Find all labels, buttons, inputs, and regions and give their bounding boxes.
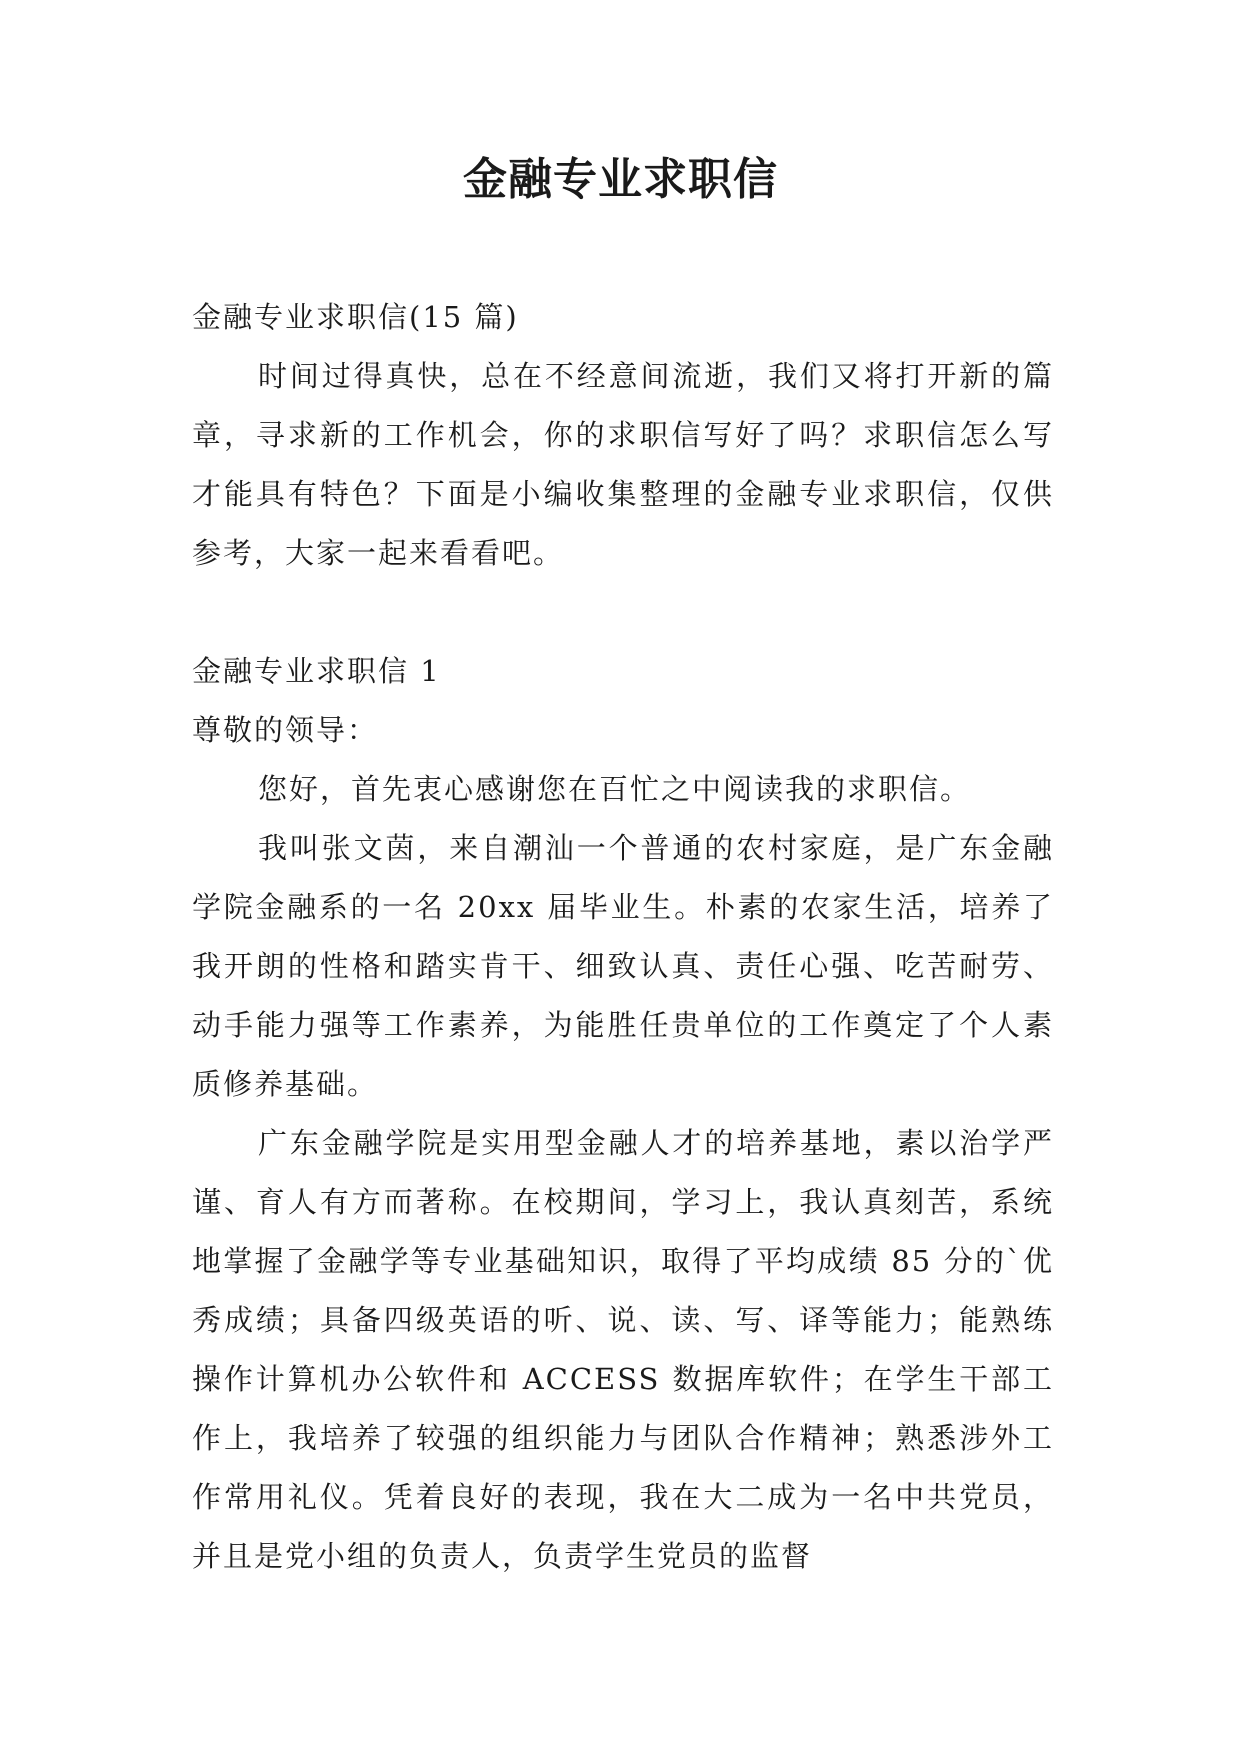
document-subtitle: 金融专业求职信(15 篇) — [192, 300, 519, 334]
letter-paragraph: 您好，首先衷心感谢您在百忙之中阅读我的求职信。 — [258, 772, 972, 806]
section-spacer — [192, 583, 1054, 642]
document-body — [192, 288, 1054, 1586]
letter-paragraph: 广东金融学院是实用型金融人才的培养基地，素以治学严谨、育人有方而著称。在校期间，学习上，我认真刻苦，系统地掌握了金融学等专业基础知识，取得了平均成绩 85 分的`优秀成绩；具备四级英语的听、说、读、写、译等能力；能熟练操作计算机办公软件和 ACCESS 数据库软件；在学生干部工作上，我培养了较强的组织能力与团队合作精神；熟悉涉外工作常用礼仪。凭着良好的表现，我在大二成为一名中共党员，并且是党小组的负责人，负责学生党员的监督 — [192, 1126, 1054, 1573]
document-title: 金融专业求职信 — [463, 154, 778, 205]
intro-paragraph: 时间过得真快，总在不经意间流逝，我们又将打开新的篇章，寻求新的工作机会，你的求职信写好了吗？求职信怎么写才能具有特色？下面是小编收集整理的金融专业求职信，仅供参考，大家一起来看看吧。 — [192, 359, 1054, 570]
letter-paragraph: 我叫张文茵，来自潮汕一个普通的农村家庭，是广东金融学院金融系的一名 20xx 届毕业生。朴素的农家生活，培养了我开朗的性格和踏实肯干、细致认真、责任心强、吃苦耐劳、动手能力强等工作素养，为能胜任贵单位的工作奠定了个人素质修养基础。 — [192, 831, 1054, 1101]
letter-heading: 金融专业求职信 1 — [192, 654, 441, 688]
letter-salutation: 尊敬的领导： — [192, 713, 379, 747]
